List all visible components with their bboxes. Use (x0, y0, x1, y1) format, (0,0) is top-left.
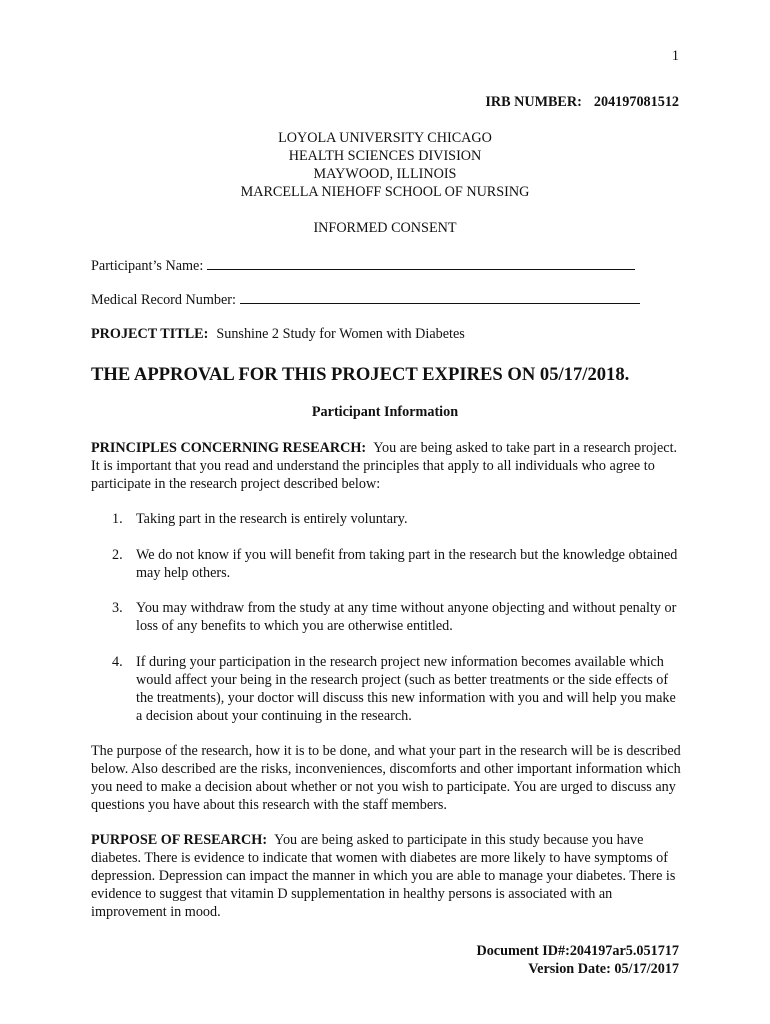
institution-header (0, 129, 770, 201)
principles-label: PRINCIPLES CONCERNING RESEARCH: (91, 440, 367, 456)
institution-line: HEALTH SCIENCES DIVISION (288, 148, 482, 164)
mrn-label: Medical Record Number: (91, 292, 236, 308)
purpose-intro-paragraph: The purpose of the research, how it is to be done, and what your part in the research will be is described below. Also described are the risks, inconveniences, discomforts and other important information which you need to make a decision about whether or not you wish to participate. You are urged to discuss any questions you have about this research with the staff members. (91, 743, 681, 813)
approval-notice: THE APPROVAL FOR THIS PROJECT EXPIRES ON 05/17/2018. (91, 364, 630, 385)
list-item-text: We do not know if you will benefit from taking part in the research but the knowledge obtained may help others. (136, 547, 678, 581)
version-date: Version Date: 05/17/2017 (528, 961, 679, 977)
document-title: INFORMED CONSENT (313, 220, 457, 236)
list-item (112, 599, 682, 635)
document-footer (476, 942, 679, 978)
list-item-number: 4. (112, 654, 123, 670)
purpose-text: You are being asked to participate in this study because you have diabetes. There is evidence to indicate that women with diabetes are more likely to have symptoms of depression. Depression can impact the manner in which you are able to manage your diabetes. There is evidence to suggest that vitamin D supplementation in healthy persons is associated with an improvement in mood. (91, 832, 676, 920)
mrn-blank[interactable] (240, 290, 640, 304)
principles-paragraph (91, 439, 681, 493)
institution-line: LOYOLA UNIVERSITY CHICAGO (278, 130, 492, 146)
medical-record-number-field (91, 290, 640, 309)
irb-value: 204197081512 (593, 94, 679, 110)
list-item (112, 546, 682, 582)
participant-name-field (91, 256, 635, 275)
section-heading: Participant Information (311, 404, 459, 420)
institution-line: MARCELLA NIEHOFF SCHOOL OF NURSING (240, 184, 530, 200)
list-item (112, 653, 682, 725)
list-item-text: You may withdraw from the study at any time without anyone objecting and without penalty or loss of any benefits to which you are otherwise entitled. (136, 600, 677, 634)
page-number: 1 (671, 48, 679, 64)
purpose-paragraph (91, 831, 681, 921)
purpose-label: PURPOSE OF RESEARCH: (91, 832, 268, 848)
participant-name-label: Participant’s Name: (91, 258, 204, 274)
irb-number (485, 93, 679, 111)
list-item-number: 1. (112, 511, 123, 527)
list-item-number: 2. (112, 547, 123, 563)
irb-label: IRB NUMBER: (485, 94, 582, 110)
list-item-text: If during your participation in the research project new information becomes available which would affect your being in the research project (such as better treatments or the side effects of the treatments), your doctor will discuss this new information with you and will help you make a decision about your continuing in the research. (136, 654, 676, 724)
list-item-text: Taking part in the research is entirely voluntary. (136, 511, 408, 527)
document-id: Document ID#:204197ar5.051717 (476, 943, 679, 959)
project-title (91, 325, 465, 343)
project-title-label: PROJECT TITLE: (91, 326, 209, 342)
participant-name-blank[interactable] (207, 256, 635, 270)
institution-line: MAYWOOD, ILLINOIS (313, 166, 457, 182)
principles-text: You are being asked to take part in a research project. It is important that you read and understand the principles that apply to all individuals who agree to participate in the research project described below: (91, 440, 678, 492)
project-title-value: Sunshine 2 Study for Women with Diabetes (216, 326, 465, 342)
list-item (112, 510, 682, 528)
list-item-number: 3. (112, 600, 123, 616)
